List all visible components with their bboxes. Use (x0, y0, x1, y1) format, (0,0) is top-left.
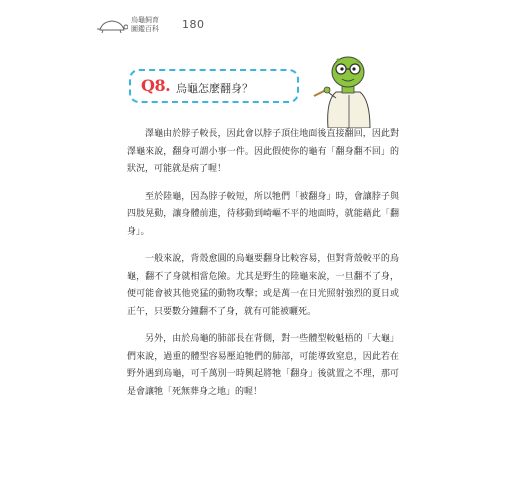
page-number: 180 (182, 18, 205, 31)
question-title: 烏龜怎麼翻身？ (176, 82, 253, 95)
question-number: Q8. (141, 76, 171, 95)
article-body (127, 126, 399, 411)
book-title-line2: 圖鑑百科 (131, 25, 159, 33)
running-header (96, 15, 286, 37)
book-title-line1: 烏龜飼育 (131, 16, 159, 24)
book-title (131, 16, 159, 34)
paragraph: 澤龜由於脖子較長，因此會以脖子頂住地面後直接翻回，因此對澤龜來說，翻身可謂小事一件。因此假使你的龜有「翻身翻不回」的狀況，可能就是病了喔！ (127, 129, 399, 174)
paragraph: 另外，由於烏龜的肺部長在背側，對一些體型較魁梧的「大龜」們來說，過重的體型容易壓迫牠們的肺部，可能導致窒息，因此若在野外遇到烏龜，可千萬別一時興起將牠「翻身」後就置之不理，那可是會讓牠「死無葬身之地」的喔！ (127, 334, 399, 397)
paragraph: 一般來說，背殼愈圓的烏龜要翻身比較容易，但對背殼較平的烏龜，翻不了身就相當危險。尤其是野生的陸龜來說，一旦翻不了身，便可能會被其他兇猛的動物攻擊；或是萬一在日光照射強烈的夏日或正午，只要數分鐘翻不了身，就有可能被曬死。 (127, 254, 399, 317)
turtle-icon (96, 18, 128, 34)
paragraph: 至於陸龜，因為脖子較短，所以牠們「被翻身」時，會讓脖子與四肢晃動，讓身體前進，待移動到崎嶇不平的地面時，就能藉此「翻身」。 (127, 191, 399, 237)
question-heading-box (129, 69, 299, 103)
turtle-mascot-illustration (312, 50, 378, 128)
